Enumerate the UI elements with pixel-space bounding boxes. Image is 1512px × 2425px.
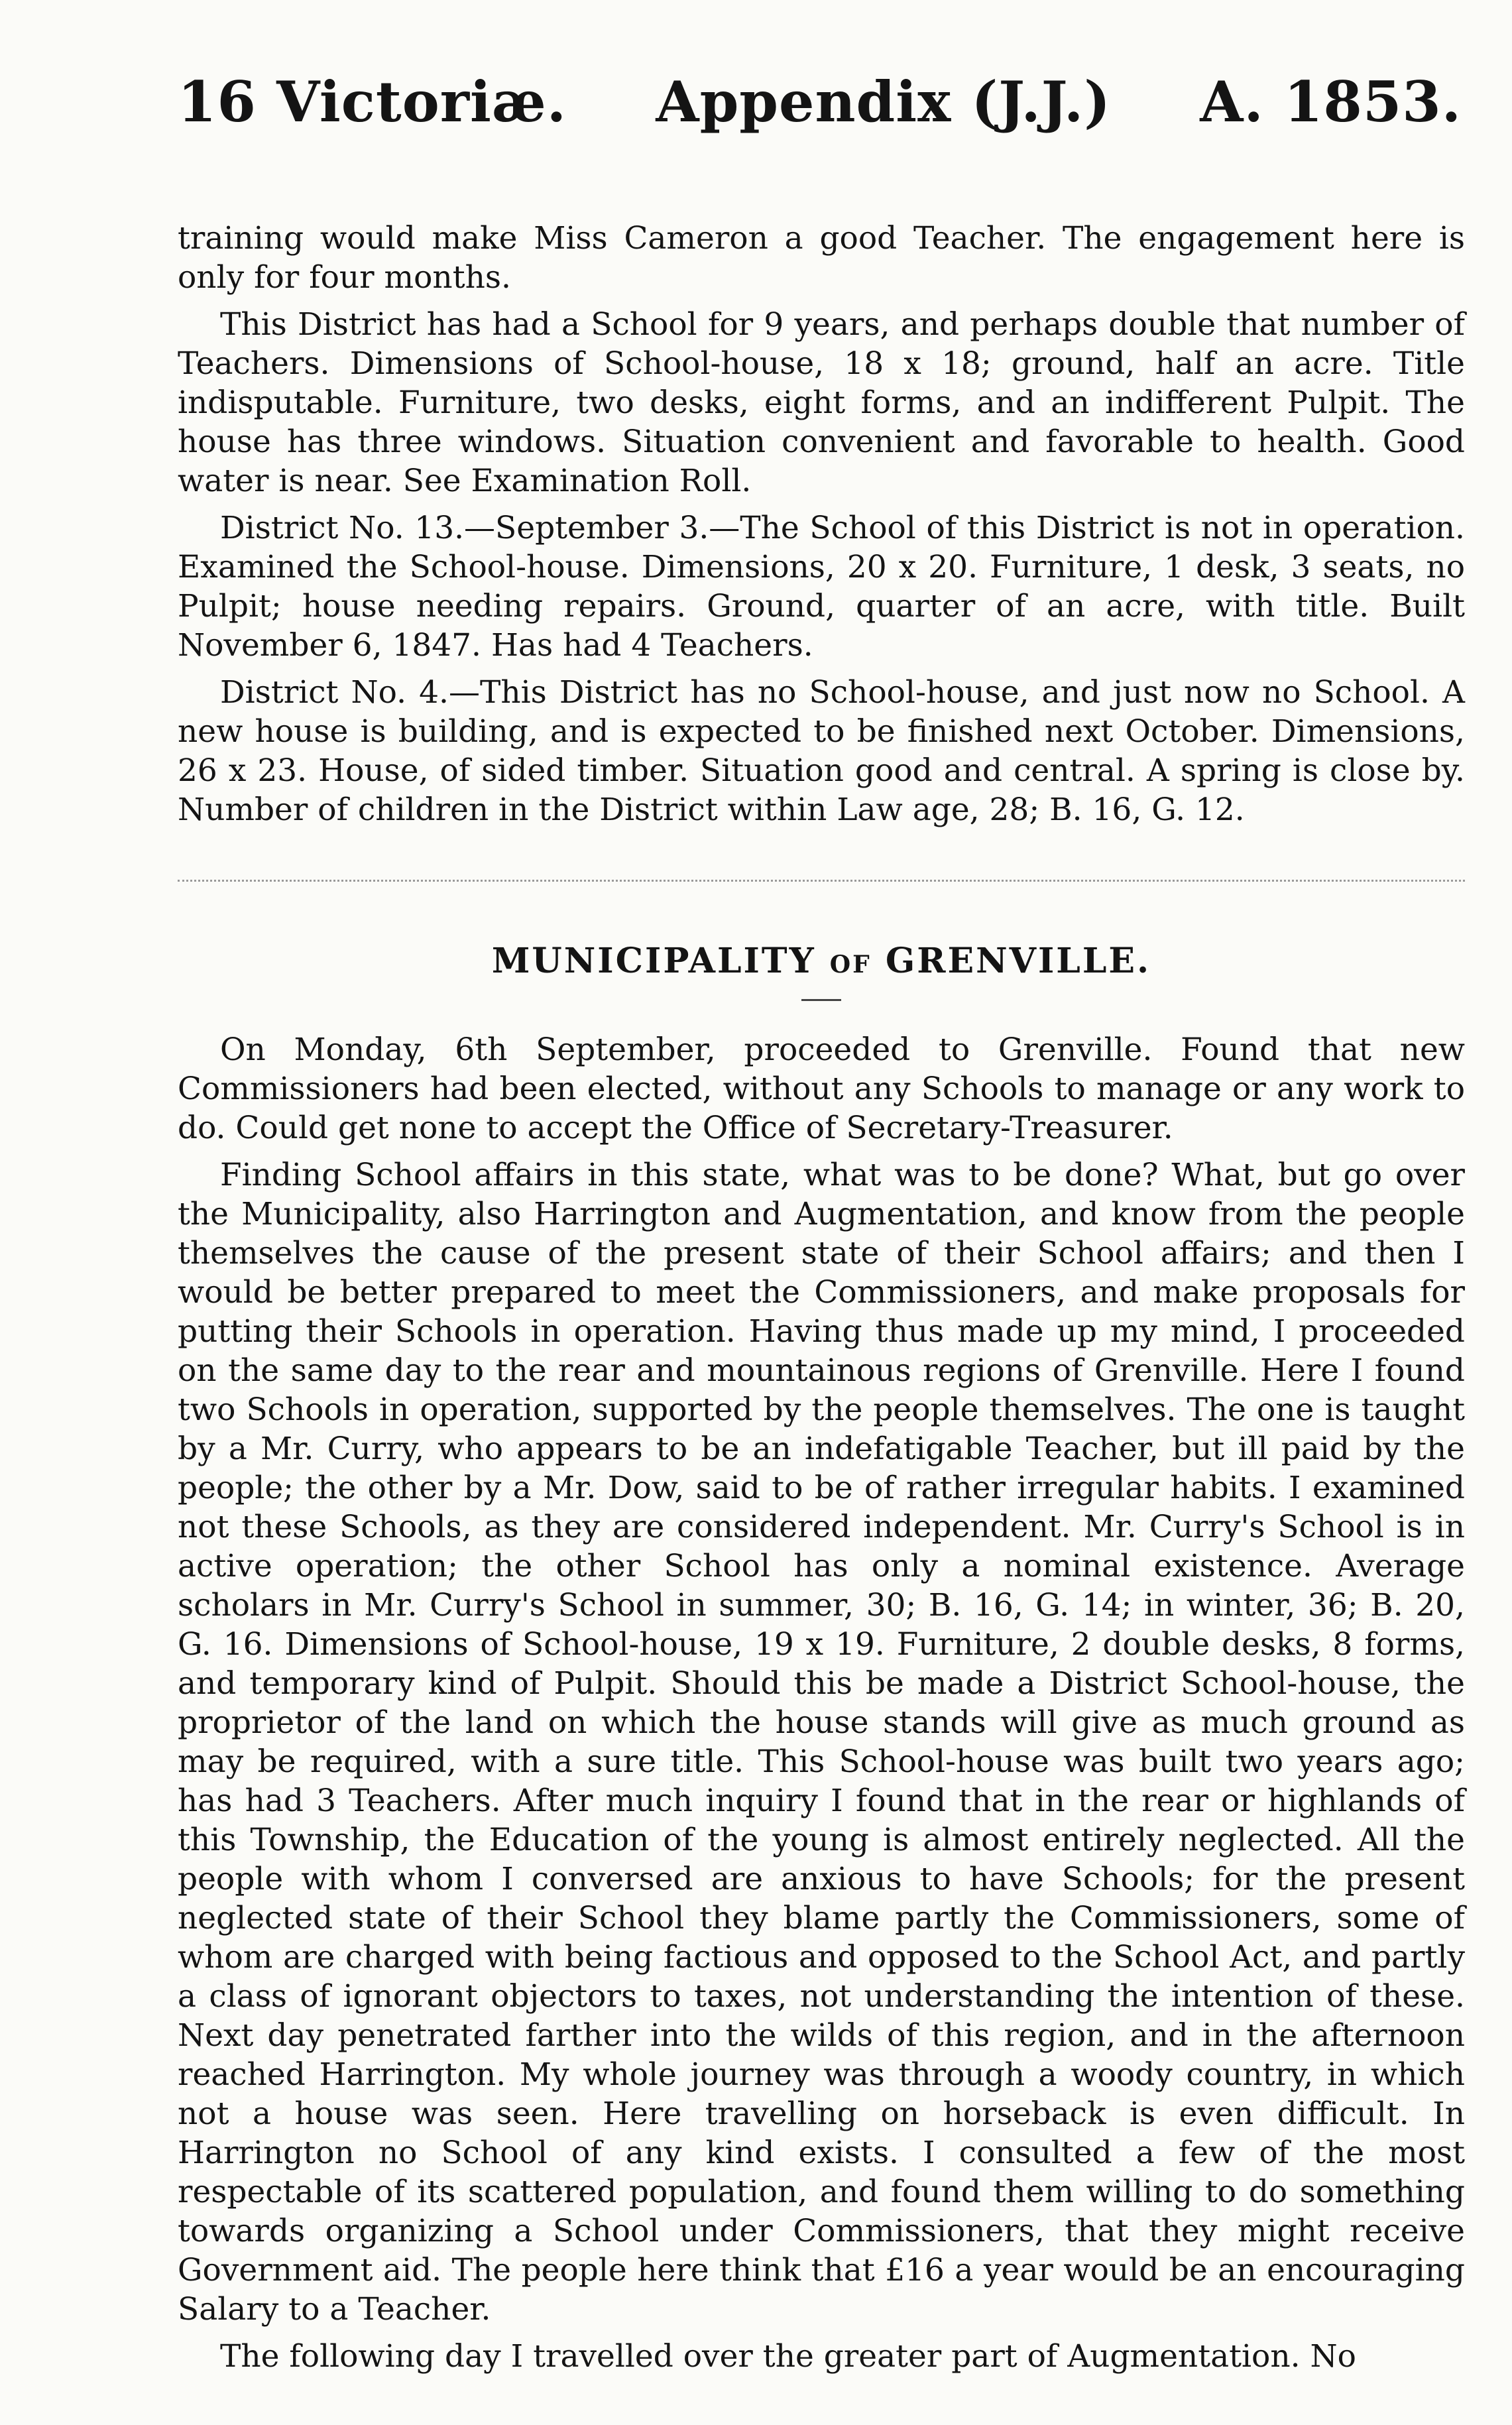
paragraph: On Monday, 6th September, proceeded to Grenville. Found that new Commissioners had been elected, without any Schools to manage or any work to do. Could get none to accept the Office of Secretary-Treasurer. (178, 1032, 1465, 1146)
header-year: A. 1853. (1200, 69, 1462, 135)
paragraph: Finding School affairs in this state, what was to be done? What, but go over the Municipality, also Harrington and Augmentation, and know from the people themselves the cause of the present state of their School affairs; and then I would be better prepared to meet the Commissioners, and make proposals for putting their Schools in operation. Having thus made up my mind, I proceeded on the same day to the rear and mountainous regions of Grenville. Here I found two Schools in operation, supported by the people themselves. The one is taught by a Mr. Curry, who appears to be an indefatigable Teacher, but ill paid by the people; the other by a Mr. Dow, said to be of rather irregular habits. I examined not these Schools, as they are considered independent. Mr. Curry's School is in active operation; the other School has only a nominal existence. Average scholars in Mr. Curry's School in summer, 30; B. 16, G. 14; in winter, 36; B. 20, G. 16. Dimensions of School-house, 19 x 19. Furniture, 2 double desks, 8 forms, and temporary kind of Pulpit. Should this be made a District School-house, the proprietor of the land on which the house stands will give as much ground as may be required, with a sure title. This School-house was built two years ago; has had 3 Teachers. After much inquiry I found that in the rear or highlands of this Township, the Education of the young is almost entirely neglected. All the people with whom I conversed are anxious to have Schools; for the present neglected state of their School they blame partly the Commissioners, some of whom are charged with being factious and opposed to the School Act, and partly a class of ignorant objectors to taxes, not understanding the intention of these. Next day penetrated farther into the wilds of this region, and in the afternoon reached Harrington. My whole journey was through a woody country, in which not a house was seen. Here travelling on horseback is even difficult. In Harrington no School of any kind exists. I consulted a few of the most respectable of its scattered population, and found them willing to do something towards organizing a School under Commissioners, that they might receive Government aid. The people here think that £16 a year would be an encouraging Salary to a Teacher. (178, 1157, 1465, 2328)
paragraph: The following day I travelled over the greater part of Augmentation. No (220, 2338, 1356, 2375)
section-title-of: OF (829, 951, 872, 978)
section-title-main: MUNICIPALITY (491, 941, 816, 981)
page-body (178, 219, 1465, 2384)
paragraph: District No. 13.—September 3.—The School of this District is not in operation. Examined the School-house. Dimensions, 20 x 20. Furniture, 1 desk, 3 seats, no Pulpit; house needing repairs. Ground, quarter of an acre, with title. Built November 6, 1847. Has had 4 Teachers. (178, 510, 1465, 664)
title-rule (801, 999, 841, 1001)
paragraph: District No. 4.—This District has no School-house, and just now no School. A new house is building, and is expected to be finished next October. Dimensions, 26 x 23. House, of sided timber. Situation good and central. A spring is close by. Number of children in the District within Law age, 28; B. 16, G. 12. (178, 674, 1465, 828)
page-header (178, 69, 1462, 148)
section-title (178, 941, 1465, 984)
section-divider (178, 880, 1465, 882)
paragraph: training would make Miss Cameron a good Teacher. The engagement here is only for four months. (178, 220, 1465, 296)
section-title-place: GRENVILLE. (885, 941, 1151, 981)
header-session: 16 Victoriæ. (178, 69, 567, 135)
header-appendix: Appendix (J.J.) (656, 69, 1111, 135)
paragraph: This District has had a School for 9 years, and perhaps double that number of Teachers. Dimensions of School-house, 18 x 18; ground, half an acre. Title indisputable. Furniture, two desks, eight forms, and an indifferent Pulpit. The house has three windows. Situation convenient and favorable to health. Good water is near. See Examination Roll. (178, 306, 1465, 499)
